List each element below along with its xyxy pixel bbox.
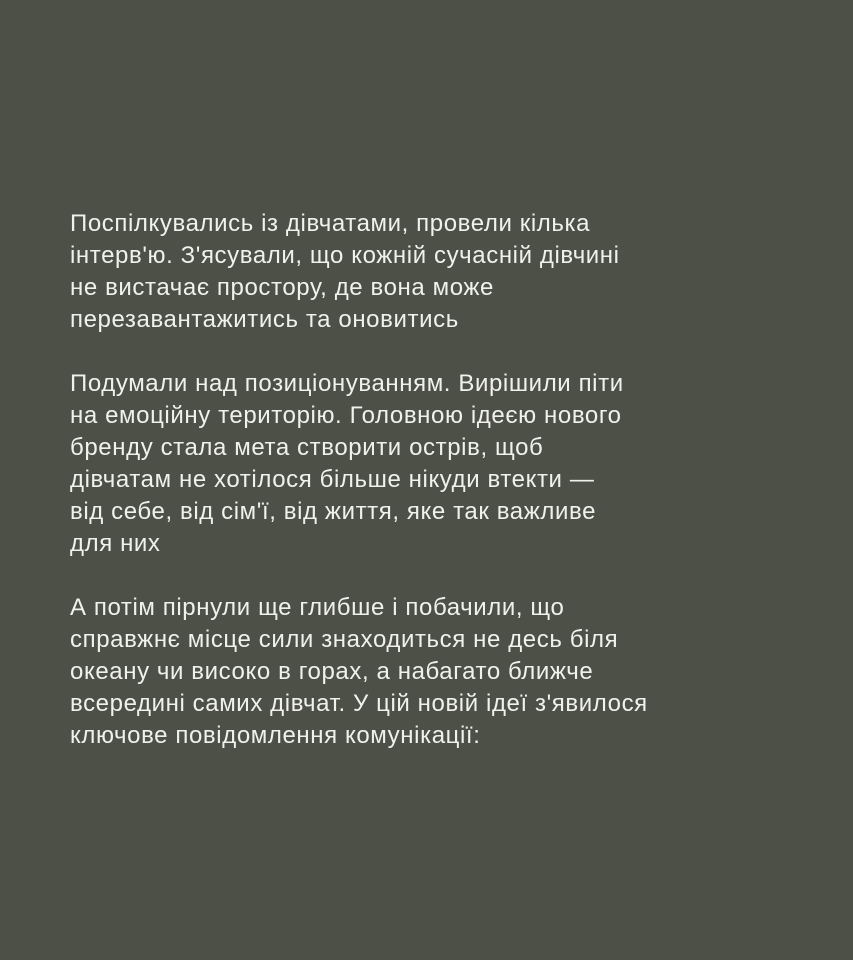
text-line: Поспілкувались із дівчатами, провели кілька bbox=[70, 210, 591, 237]
text-line: ключове повідомлення комунікації: bbox=[70, 722, 481, 749]
text-line: для них bbox=[70, 530, 161, 557]
text-line: від себе, від сім'ї, від життя, яке так важливе bbox=[70, 498, 597, 525]
text-line: бренду стала мета створити острів, щоб bbox=[70, 434, 544, 461]
text-line: А потім пірнули ще глибше і побачили, що bbox=[70, 594, 565, 621]
paragraph-positioning bbox=[70, 368, 790, 560]
text-line: не вистачає простору, де вона може bbox=[70, 274, 495, 301]
text-block bbox=[70, 208, 790, 784]
text-line: перезавантажитись та оновитись bbox=[70, 306, 459, 333]
paragraph-research bbox=[70, 208, 790, 336]
text-line: океану чи високо в горах, а набагато ближче bbox=[70, 658, 594, 685]
text-line: дівчатам не хотілося більше нікуди втекти — bbox=[70, 466, 595, 493]
text-line: інтерв'ю. З'ясували, що кожній сучасній дівчині bbox=[70, 242, 620, 269]
text-line: справжнє місце сили знаходиться не десь біля bbox=[70, 626, 619, 653]
text-line: Подумали над позиціонуванням. Вирішили піти bbox=[70, 370, 624, 397]
paragraph-key-message bbox=[70, 592, 790, 752]
text-line: всередині самих дівчат. У цій новій ідеї з'явилося bbox=[70, 690, 648, 717]
text-line: на емоційну територію. Головною ідеєю нового bbox=[70, 402, 622, 429]
